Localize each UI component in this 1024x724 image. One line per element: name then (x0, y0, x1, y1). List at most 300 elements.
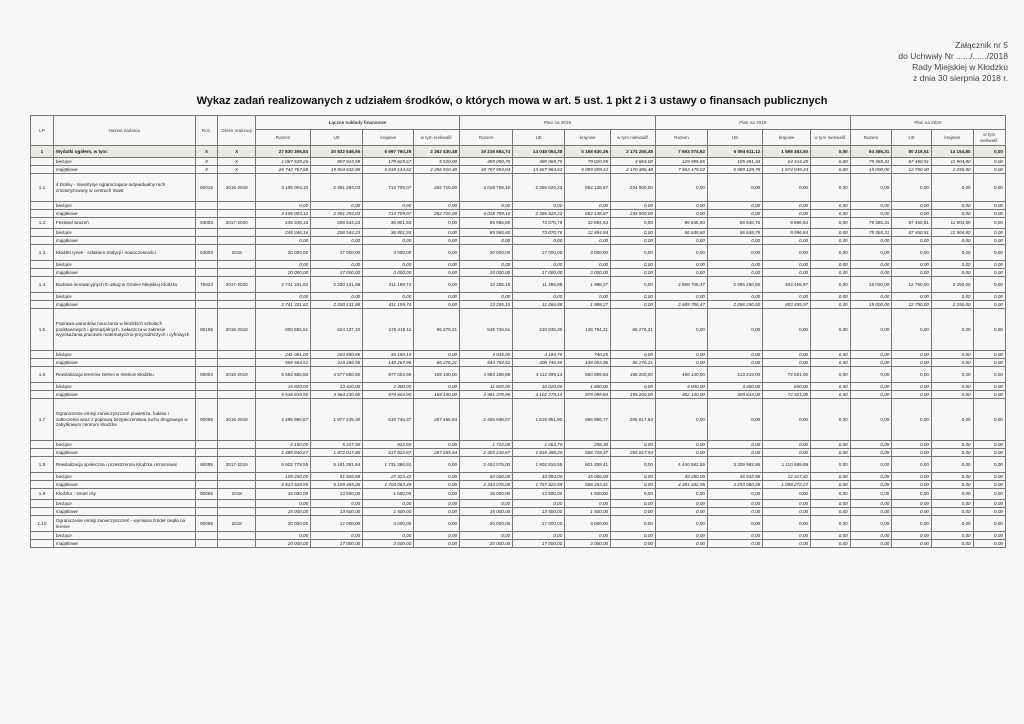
row-value: 0,00 (931, 508, 973, 516)
row-value: 27 323,42 (363, 473, 414, 481)
row-value: 2 250,00 (931, 301, 973, 309)
row-value: 11 904,80 (931, 158, 973, 166)
row-value: 0,00 (363, 237, 414, 245)
row-name: Rewitalizacja społeczna i przestrzenna Kłodzka i Krosnowic (53, 457, 195, 473)
row-value: 0,00 (708, 351, 763, 359)
row-value: 4 935,00 (460, 351, 513, 359)
row-value: 0,00 (655, 174, 707, 202)
row-value: 15 000,00 (460, 508, 513, 516)
row-value: 0,00 (655, 351, 707, 359)
row-value: 0,00 (763, 399, 811, 441)
header-sub-krajowe: krajowe (763, 130, 811, 146)
row-value: 652 138,87 (565, 210, 611, 218)
row-lp (31, 166, 54, 174)
row-value: 17 000,00 (513, 245, 565, 261)
row-value: 0,00 (850, 237, 892, 245)
row-value: 0,00 (973, 269, 1005, 277)
row-okres: 2018 (218, 516, 255, 532)
row-value: 85 965,60 (460, 218, 513, 229)
row-value: 0,00 (931, 367, 973, 383)
row-value: 0,00 (655, 540, 707, 548)
row-value: 0,00 (931, 261, 973, 269)
row-value: 0,00 (892, 457, 932, 473)
row-value: 0,00 (763, 269, 811, 277)
row-okres (218, 473, 255, 481)
table-row (31, 516, 1006, 532)
row-name: majątkowe (53, 391, 195, 399)
row-value: 0,00 (763, 351, 811, 359)
row-name: majątkowe (53, 301, 195, 309)
row-value: 1 704 063,49 (363, 481, 414, 489)
row-value: 0,00 (892, 269, 932, 277)
row-value: 0,00 (973, 540, 1005, 548)
row-roz: 90095 (195, 457, 218, 473)
row-value: 17 000,00 (513, 516, 565, 532)
row-value: 0,00 (811, 457, 851, 473)
row-lp (31, 449, 54, 457)
row-value: 3 293 060,28 (708, 481, 763, 489)
row-lp: 1.4 (31, 277, 54, 293)
table-row (31, 158, 1006, 166)
table-row (31, 489, 1006, 500)
header-sub-razem: Razem (850, 130, 892, 146)
row-value: 800 555,51 (255, 309, 310, 351)
row-value: 0,00 (655, 449, 707, 457)
row-value: 0,00 (892, 540, 932, 548)
row-value: 0,00 (892, 516, 932, 532)
row-value: 0,00 (763, 174, 811, 202)
header-sub-razem: Razem (655, 130, 707, 146)
row-value: 0,00 (414, 229, 460, 237)
row-value: 0,00 (931, 202, 973, 210)
row-okres (218, 359, 255, 367)
table-row (31, 210, 1006, 218)
row-value: 0,00 (973, 391, 1005, 399)
table-row (31, 174, 1006, 202)
row-value: 403 455,97 (763, 277, 811, 293)
row-value: 0,00 (892, 261, 932, 269)
row-value: 0,00 (931, 210, 973, 218)
row-value: 1 598 463,50 (763, 146, 811, 158)
row-value: 0,00 (611, 277, 656, 293)
row-lp (31, 269, 54, 277)
row-value: 2 366 620,23 (513, 210, 565, 218)
row-value: 1 757 822,59 (513, 481, 565, 489)
table-row (31, 383, 1006, 391)
row-okres: 2018 (218, 245, 255, 261)
row-value: 0,00 (565, 500, 611, 508)
row-value: 0,00 (811, 174, 851, 202)
header-sub-krajowe: krajowe (931, 130, 973, 146)
row-name: 4 Doliny - inwestycje ograniczające indywidualny ruch zmotoryzowany w centrach miast (53, 174, 195, 202)
row-value: 0,00 (611, 457, 656, 473)
row-value: 12 750,00 (892, 277, 932, 293)
row-value: 1 819 951,90 (513, 399, 565, 441)
table-row (31, 473, 1006, 481)
row-value: 2 741 331,62 (255, 301, 310, 309)
row-value: 67 460,51 (892, 229, 932, 237)
row-value: 0,00 (311, 237, 363, 245)
row-value: 0,00 (708, 237, 763, 245)
row-value: 0,00 (460, 202, 513, 210)
row-value: 0,00 (513, 532, 565, 540)
row-value: 6 922 778,55 (255, 457, 310, 473)
row-value: 586 986,77 (565, 399, 611, 441)
row-okres (218, 441, 255, 449)
row-roz (195, 269, 218, 277)
row-value: 0,00 (363, 261, 414, 269)
annex-number: Załącznik nr 5 (955, 40, 1008, 50)
row-value: 265 817,94 (611, 399, 656, 441)
row-roz (195, 532, 218, 540)
row-value: 486 140,00 (655, 367, 707, 383)
row-value: 0,00 (460, 261, 513, 269)
row-lp: 1.1 (31, 174, 54, 202)
row-value: 544 794,51 (460, 359, 513, 367)
row-value: 19 216 684,74 (460, 146, 513, 158)
row-okres: 2016-2018 (218, 309, 255, 351)
row-value: 0,00 (311, 532, 363, 540)
row-value: 0,00 (255, 202, 310, 210)
table-body (31, 146, 1006, 548)
row-value: 6 997 760,29 (363, 146, 414, 158)
row-value: 0,00 (931, 245, 973, 261)
row-value: 0,00 (708, 261, 763, 269)
row-value: 79 020,95 (565, 158, 611, 166)
row-roz: 63003 (195, 218, 218, 229)
row-value: 907 913,59 (311, 158, 363, 166)
row-value: 0,00 (611, 351, 656, 359)
row-lp (31, 441, 54, 449)
row-value: 0,00 (973, 508, 1005, 516)
row-okres (218, 293, 255, 301)
row-value: 13 255,15 (460, 277, 513, 293)
row-value: 0,00 (931, 481, 973, 489)
row-value: 0,00 (611, 441, 656, 449)
row-value: 1 800,00 (565, 383, 611, 391)
row-lp (31, 383, 54, 391)
row-name: majątkowe (53, 508, 195, 516)
row-value: 3 018 759,10 (460, 210, 513, 218)
row-value: 15 820,00 (255, 383, 310, 391)
table-row (31, 359, 1006, 367)
row-value: 10 020,00 (513, 383, 565, 391)
row-value: 0,00 (931, 237, 973, 245)
row-name: Ograniczenie emisji zanieczyszczeń - wymiana źródeł ciepła na terenie (53, 516, 195, 532)
row-okres (218, 269, 255, 277)
row-value: 44 994,00 (513, 473, 565, 481)
row-value: 0,00 (414, 202, 460, 210)
row-okres (218, 481, 255, 489)
row-value: 20 000,00 (255, 245, 310, 261)
row-value: 0,00 (892, 202, 932, 210)
row-value: 0,00 (931, 359, 973, 367)
row-okres (218, 500, 255, 508)
row-value: 0,00 (414, 481, 460, 489)
row-value: 0,00 (973, 229, 1005, 237)
row-value: 482 140,00 (655, 391, 707, 399)
row-value: 176 418,11 (363, 309, 414, 351)
row-value: 20 000,00 (460, 516, 513, 532)
header-sub-ue: UE (311, 130, 363, 146)
row-value: 4 112 299,14 (513, 367, 565, 383)
row-value: 282 716,00 (414, 174, 460, 202)
row-value: 11 904,80 (931, 229, 973, 237)
row-value: 0,00 (708, 489, 763, 500)
row-value: 0,00 (811, 293, 851, 301)
page-title: Wykaz zadań realizowanych z udziałem środków, o których mowa w art. 5 ust. 1 pkt 2 i 3 ustawy o finansach publicznych (196, 95, 828, 107)
row-name: bieżące (53, 441, 195, 449)
row-value: 0,00 (892, 391, 932, 399)
row-value: 0,00 (931, 500, 973, 508)
row-lp (31, 473, 54, 481)
row-value: 2 286 250,50 (708, 301, 763, 309)
row-value: 4 102 279,14 (513, 391, 565, 399)
row-value: 410 935,30 (513, 309, 565, 351)
row-value: 66 276,21 (414, 359, 460, 367)
row-value: 0,00 (611, 245, 656, 261)
row-value: 5 227,50 (311, 441, 363, 449)
row-value: 0,00 (892, 210, 932, 218)
row-value: 245 346,16 (255, 229, 310, 237)
row-value: 0,00 (892, 351, 932, 359)
row-value: 0,00 (811, 158, 851, 166)
row-lp: 1.3 (31, 245, 54, 261)
row-okres: X (218, 166, 255, 174)
row-value: 17 000,00 (513, 269, 565, 277)
annex-resolution: do Uchwały Nr ....../....../2018 (898, 51, 1008, 61)
row-value: 56 648,76 (708, 218, 763, 229)
table-row (31, 237, 1006, 245)
row-value: 0,00 (811, 489, 851, 500)
row-value: 0,00 (973, 309, 1005, 351)
row-value: 0,00 (850, 309, 892, 351)
row-value: 0,00 (892, 508, 932, 516)
row-name: majątkowe (53, 481, 195, 489)
row-value: 0,00 (311, 202, 363, 210)
row-value: 0,00 (973, 449, 1005, 457)
row-name: Festiwal wrażeń (53, 218, 195, 229)
row-value: 0,00 (655, 399, 707, 441)
row-value: 0,00 (763, 359, 811, 367)
row-value: 0,00 (811, 245, 851, 261)
row-value: 0,00 (973, 359, 1005, 367)
row-value: 20 000,00 (460, 245, 513, 261)
row-okres (218, 301, 255, 309)
row-roz (195, 293, 218, 301)
header-sub-wtym: w tym niekwalif. (414, 130, 460, 146)
row-roz: 63003 (195, 245, 218, 261)
row-value: 2 262 430,48 (414, 146, 460, 158)
row-value: 977 004,90 (363, 367, 414, 383)
row-lp: 1.9 (31, 489, 54, 500)
row-value: 79 365,31 (850, 218, 892, 229)
row-value: 0,00 (708, 174, 763, 202)
header-group-2019: Plan na 2019 (655, 116, 850, 130)
row-value: 0,00 (414, 237, 460, 245)
row-value: 0,00 (414, 532, 460, 540)
row-value: 0,00 (611, 202, 656, 210)
header-sub-wtym: w tym niekwalif. (611, 130, 656, 146)
row-value: 0,00 (611, 473, 656, 481)
row-value: 406 740,55 (513, 359, 565, 367)
row-value: 1 500,00 (363, 508, 414, 516)
row-value: 0,00 (850, 508, 892, 516)
row-value: 5 109 465,06 (311, 481, 363, 489)
row-name: bieżące (53, 229, 195, 237)
row-value: 974 604,90 (363, 391, 414, 399)
row-value: 2 741 331,62 (255, 277, 310, 293)
row-value: 0,00 (931, 174, 973, 202)
row-roz: X (195, 166, 218, 174)
row-value: 1 087 539,26 (255, 158, 310, 166)
row-value: 1 574 049,24 (763, 166, 811, 174)
row-value: 0,00 (892, 174, 932, 202)
row-value: 0,00 (892, 245, 932, 261)
row-value: 411 199,74 (363, 277, 414, 293)
row-value: 0,00 (655, 489, 707, 500)
row-value: 0,00 (973, 457, 1005, 473)
row-value: 208 544,23 (311, 229, 363, 237)
row-value: 0,00 (850, 293, 892, 301)
row-value: 0,00 (460, 237, 513, 245)
row-value: 3 000,00 (565, 540, 611, 548)
row-roz (195, 481, 218, 489)
table-row (31, 166, 1006, 174)
row-value: 0,00 (763, 489, 811, 500)
row-value: 0,00 (973, 399, 1005, 441)
row-value: 15 006,00 (565, 473, 611, 481)
row-value: 0,00 (931, 269, 973, 277)
table-row (31, 301, 1006, 309)
row-value: 0,00 (892, 473, 932, 481)
row-value: 0,00 (892, 481, 932, 489)
row-value: 0,00 (611, 293, 656, 301)
row-value: 0,00 (708, 508, 763, 516)
row-value: 403 455,97 (763, 301, 811, 309)
row-value: 79 365,31 (850, 158, 892, 166)
row-value: 0,00 (850, 210, 892, 218)
row-value: 49 250,00 (655, 473, 707, 481)
row-value: 0,00 (973, 202, 1005, 210)
row-value: 0,00 (611, 508, 656, 516)
row-value: 109 250,00 (255, 473, 310, 481)
row-value: 3 329 992,86 (708, 457, 763, 473)
row-lp: 1 (31, 146, 54, 158)
row-value: 0,00 (973, 481, 1005, 489)
row-value: 73 070,76 (513, 218, 565, 229)
row-value: 12 894,84 (565, 229, 611, 237)
row-okres: 2016-2018 (218, 399, 255, 441)
row-value: 0,00 (850, 489, 892, 500)
row-value: 15 000,00 (255, 489, 310, 500)
row-value: 14 154,80 (931, 146, 973, 158)
row-name: bieżące (53, 473, 195, 481)
row-okres: X (218, 158, 255, 166)
row-value: 0,00 (763, 500, 811, 508)
row-value: 2 689 706,47 (655, 301, 707, 309)
row-value: 3 000,00 (363, 516, 414, 532)
row-value: 0,00 (255, 261, 310, 269)
row-value: 0,00 (811, 277, 851, 293)
row-value: 11 266,88 (513, 301, 565, 309)
row-lp (31, 158, 54, 166)
row-value: 6 818 134,62 (363, 166, 414, 174)
row-value: 0,00 (850, 457, 892, 473)
row-value: 0,00 (850, 500, 892, 508)
row-value: 56 648,76 (708, 229, 763, 237)
row-value: 0,00 (655, 293, 707, 301)
row-value: 1 988,27 (565, 277, 611, 293)
row-lp (31, 391, 54, 399)
row-value: 0,00 (811, 237, 851, 245)
row-roz: 80195 (195, 309, 218, 351)
row-value: 0,00 (892, 237, 932, 245)
row-okres (218, 351, 255, 359)
row-value: 0,00 (892, 489, 932, 500)
row-value: 0,00 (414, 489, 460, 500)
row-value: 1 722,00 (460, 441, 513, 449)
row-value: 0,00 (255, 237, 310, 245)
row-value: 1 463,70 (513, 441, 565, 449)
row-value: 0,00 (655, 261, 707, 269)
row-value: 0,00 (708, 202, 763, 210)
row-value: 0,00 (892, 399, 932, 441)
header-lp: LP (31, 116, 54, 146)
row-roz (195, 210, 218, 218)
row-value: 0,00 (255, 500, 310, 508)
row-value: 0,00 (763, 245, 811, 261)
row-value: 0,00 (763, 261, 811, 269)
row-value: 0,00 (611, 237, 656, 245)
row-okres (218, 540, 255, 548)
row-value: 0,00 (611, 489, 656, 500)
row-value: 0,00 (655, 202, 707, 210)
table-row (31, 441, 1006, 449)
row-value: 4 000,00 (655, 383, 707, 391)
row-value: 18 757 594,04 (460, 166, 513, 174)
row-value: 0,00 (850, 245, 892, 261)
row-value: 0,00 (850, 202, 892, 210)
row-okres: 2018 (218, 489, 255, 500)
row-value: 0,00 (414, 473, 460, 481)
row-value: 0,00 (973, 301, 1005, 309)
row-value: 67 460,51 (892, 218, 932, 229)
row-value: 0,00 (708, 309, 763, 351)
row-name: bieżące (53, 261, 195, 269)
row-value: 0,00 (973, 218, 1005, 229)
row-value: 0,00 (850, 532, 892, 540)
row-value: 0,00 (973, 146, 1005, 158)
row-value: 0,00 (611, 500, 656, 508)
row-value: 0,00 (850, 269, 892, 277)
row-value: 0,00 (811, 301, 851, 309)
row-value: 282 716,00 (414, 210, 460, 218)
row-value: 600,00 (763, 383, 811, 391)
row-roz (195, 391, 218, 399)
row-value: 3 400,00 (708, 383, 763, 391)
row-value: 1 098 272,27 (763, 481, 811, 489)
row-value: 0,00 (973, 489, 1005, 500)
row-value: 0,00 (811, 500, 851, 508)
row-name: Budowa innowacyjnych E-usług w Gminie Miejskiej Kłodzko (53, 277, 195, 293)
row-value: 169 100,00 (414, 391, 460, 399)
table-row (31, 146, 1006, 158)
row-value: 3 105 003,10 (255, 210, 310, 218)
row-value: 3 000,00 (363, 269, 414, 277)
row-value: 13 500,00 (311, 508, 363, 516)
row-value: 0,00 (414, 383, 460, 391)
